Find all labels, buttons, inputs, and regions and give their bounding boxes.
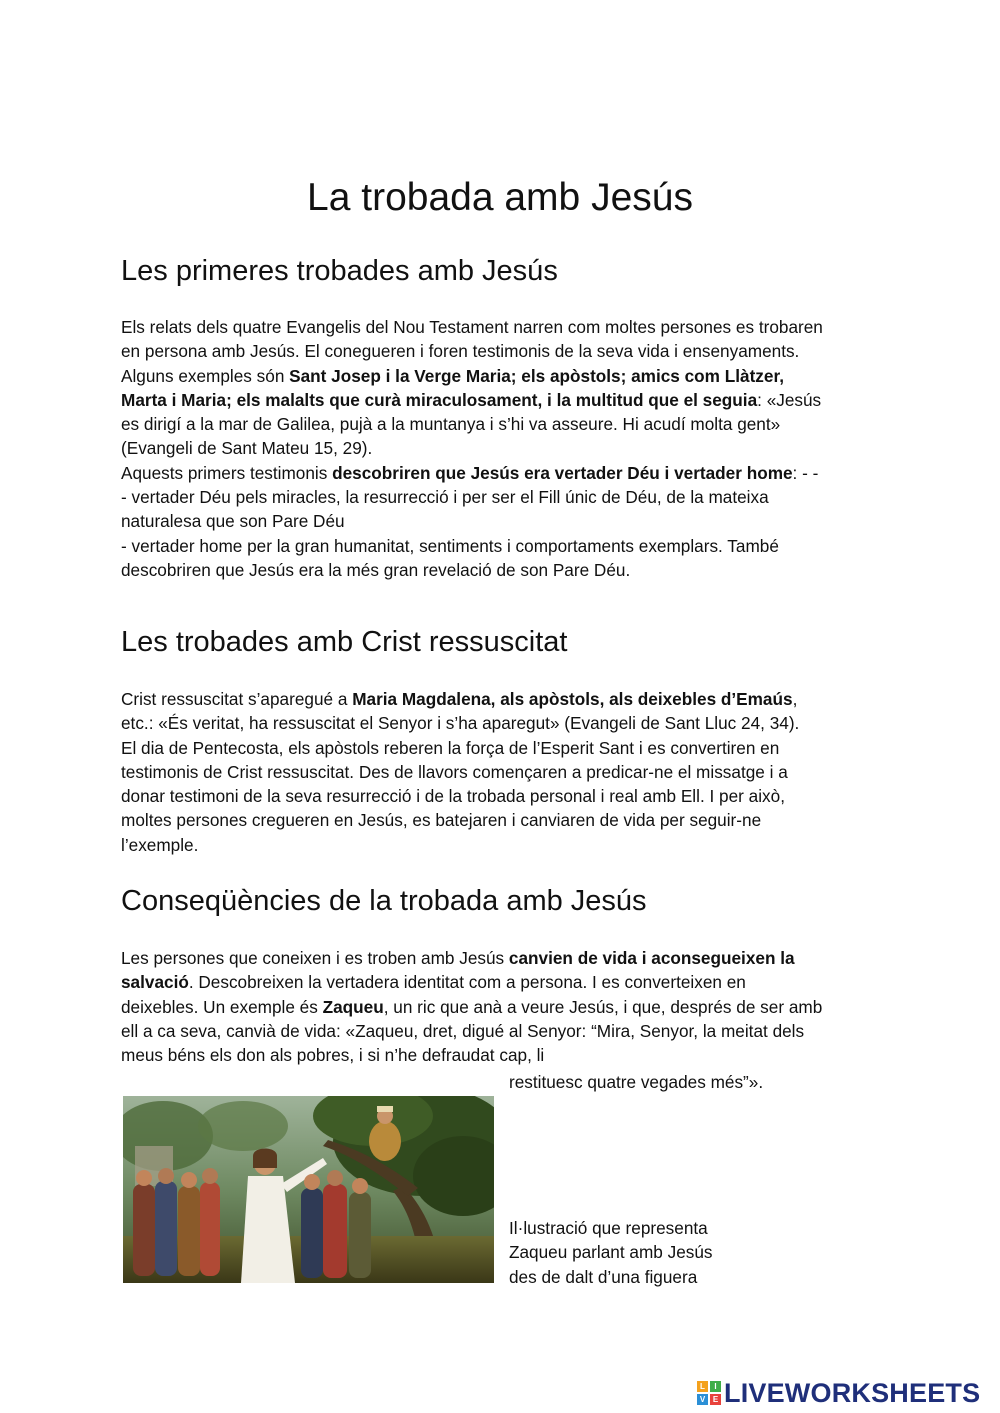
text-run: El dia de Pentecosta, els apòstols reberen la força de l’Esperit Sant i es convertiren en (121, 737, 780, 758)
text-line (121, 509, 891, 533)
text-line (121, 995, 891, 1019)
text-line (121, 711, 891, 735)
text-line (121, 687, 891, 711)
bold-text: Maria Magdalena, als apòstols, als deixebles d’Emaús (352, 689, 793, 709)
section-heading-first-encounters: Les primeres trobades amb Jesús (121, 255, 558, 287)
text-run: Aquests primers testimonis (121, 462, 333, 483)
text-run: en persona amb Jesús. El conegueren i foren testimonis de la seva vida i ensenyaments. (121, 341, 800, 362)
text-run: Crist ressuscitat s’aparegué a (121, 689, 353, 709)
text-run: ell a ca seva, canvià de vida: «Zaqueu, dret, digué al Senyor: “Mira, Senyor, la meitat dels (121, 1020, 805, 1041)
caption-line: des de dalt d’una figuera (509, 1266, 698, 1287)
caption-line: Il·lustració que representa (509, 1218, 708, 1238)
text-run: es dirigí a la mar de Galilea, pujà a la muntanya i s’hi va asseure. Hi acudí molta gent» (121, 414, 781, 435)
text-run: Alguns exemples són (121, 365, 290, 386)
logo-text: LIVEWORKSHEETS (724, 1378, 981, 1408)
text-run: l’exemple. (121, 834, 199, 855)
text-run: deixebles. Un exemple és (121, 996, 323, 1017)
text-run: naturalesa que son Pare Déu (121, 511, 345, 532)
text-run: : «Jesús (757, 389, 822, 410)
section-heading-risen-christ: Les trobades amb Crist ressuscitat (121, 626, 568, 658)
text-line (121, 808, 891, 832)
text-line (121, 436, 891, 460)
text-run: - vertader home per la gran humanitat, sentiments i comportaments exemplars. També (121, 535, 779, 556)
zacchaeus-illustration (123, 1096, 494, 1283)
logo-mark-icon (697, 1381, 721, 1405)
text-line (121, 412, 891, 436)
quote-continuation: restituesc quatre vegades més”». (509, 1072, 764, 1092)
logo-mark-tile: L (697, 1381, 708, 1392)
logo-mark-tile: I (710, 1381, 721, 1392)
text-line (121, 1043, 891, 1067)
text-run: . Descobreixen la vertadera identitat com a persona. I es converteixen en (188, 972, 746, 993)
text-run: donar testimoni de la seva resurrecció i de la trobada personal i real amb Ell. I per això, (121, 786, 785, 807)
bold-text: descobriren que Jesús era vertader Déu i vertader home (332, 462, 793, 483)
text-run: descobriren que Jesús era la més gran revelació de son Pare Déu. (121, 559, 631, 580)
text-run: testimonis de Crist ressuscitat. Des de llavors començaren a predicar-ne el missatge i a (121, 761, 788, 782)
liveworksheets-logo[interactable] (697, 1378, 980, 1408)
bold-text: Zaqueu (322, 996, 384, 1017)
paragraph-first-encounters (121, 315, 891, 582)
text-line (121, 485, 891, 509)
bold-text: Sant Josep i la Verge Maria; els apòstols; amics com Llàtzer, (289, 365, 784, 386)
text-line (121, 760, 891, 784)
text-line (121, 946, 891, 970)
text-line (121, 315, 891, 339)
text-run: : - - (792, 462, 819, 483)
text-line (121, 534, 891, 558)
text-line (121, 388, 891, 412)
illustration-caption (509, 1216, 713, 1289)
text-run: , (792, 689, 798, 709)
text-run: Els relats dels quatre Evangelis del Nou Testament narren com moltes persones es trobaren (121, 317, 823, 337)
paragraph-risen-christ (121, 687, 891, 857)
text-line (121, 1019, 891, 1043)
text-run: meus béns els don als pobres, i si n’he defraudat cap, li (121, 1045, 545, 1066)
text-run: etc.: «És veritat, ha ressuscitat el Senyor i s’ha aparegut» (Evangeli de Sant Lluc 24, 34). (121, 713, 800, 734)
section-heading-consequences: Conseqüències de la trobada amb Jesús (121, 885, 647, 917)
text-run: (Evangeli de Sant Mateu 15, 29). (121, 438, 373, 459)
text-line (121, 461, 891, 485)
paragraph-consequences (121, 946, 891, 1067)
text-line (121, 558, 891, 582)
logo-mark-tile: E (710, 1394, 721, 1405)
text-line (121, 736, 891, 760)
text-run: Les persones que coneixen i es troben amb Jesús (121, 948, 509, 968)
text-line (121, 339, 891, 363)
text-line (121, 970, 891, 994)
text-run: , un ric que anà a veure Jesús, i que, després de ser amb (383, 996, 823, 1017)
text-line (121, 784, 891, 808)
bold-text: Marta i Maria; els malalts que curà miraculosament, i la multitud que el seguia (121, 389, 758, 410)
caption-line: Zaqueu parlant amb Jesús (509, 1242, 713, 1263)
bold-text: salvació (121, 972, 189, 993)
page-title: La trobada amb Jesús (307, 176, 693, 219)
text-run: - vertader Déu pels miracles, la resurrecció i per ser el Fill únic de Déu, de la mateixa (121, 487, 769, 508)
text-line (121, 364, 891, 388)
text-line (121, 833, 891, 857)
text-run: moltes persones cregueren en Jesús, es batejaren i canviaren de vida per seguir-ne (121, 810, 762, 831)
logo-mark-tile: V (697, 1394, 708, 1405)
bold-text: canvien de vida i aconsegueixen la (508, 948, 795, 968)
